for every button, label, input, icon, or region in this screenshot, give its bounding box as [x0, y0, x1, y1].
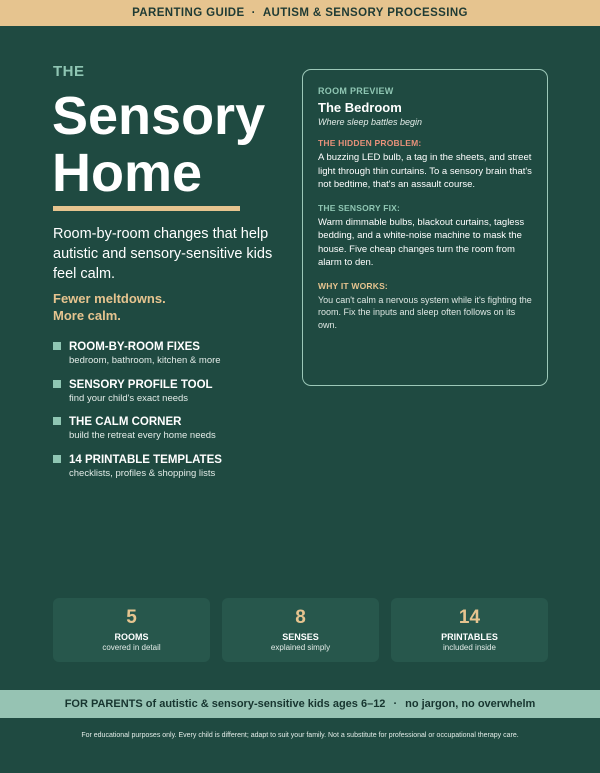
top-banner — [0, 0, 600, 26]
audience-separator: · — [393, 698, 398, 710]
feature-item — [53, 378, 283, 416]
room-preview-card — [302, 69, 548, 386]
feature-description: bedroom, bathroom, kitchen & more — [69, 355, 221, 366]
audience-band — [0, 690, 600, 718]
stat-number: 14 — [458, 607, 481, 628]
cover-subtitle: Room-by-room changes that help autistic and sensory-sensitive kids feel calm. — [53, 226, 273, 282]
stat-number: 5 — [126, 607, 137, 628]
preview-kicker: ROOM PREVIEW — [318, 86, 394, 96]
feature-item — [53, 453, 283, 491]
highlight-line-2: More calm. — [53, 308, 121, 323]
highlight-line-1: Fewer meltdowns. — [53, 291, 166, 306]
stat-label: SENSES — [282, 632, 319, 642]
problem-body: A buzzing LED bulb, a tag in the sheets, and street light through thin curtains. To a sensory brain that's not bedtime, that's an assault course. — [318, 152, 532, 190]
fix-heading: THE SENSORY FIX: — [318, 202, 401, 213]
stat-description: explained simply — [270, 643, 331, 652]
feature-description: build the retreat every home needs — [69, 430, 216, 441]
feature-name: ROOM-BY-ROOM FIXES — [69, 341, 200, 353]
stat-number: 8 — [295, 607, 306, 628]
stat-description: covered in detail — [102, 643, 161, 652]
square-bullet-icon — [53, 455, 61, 463]
feature-item — [53, 340, 283, 378]
problem-heading: THE HIDDEN PROBLEM: — [318, 138, 422, 148]
banner-separator: · — [251, 7, 256, 19]
feature-name: THE CALM CORNER — [69, 416, 182, 428]
banner-topic: AUTISM & SENSORY PROCESSING — [262, 7, 468, 19]
feature-description: checklists, profiles & shopping lists — [69, 467, 216, 479]
cover-title — [52, 88, 265, 202]
audience-extra: no jargon, no overwhelm — [405, 698, 536, 710]
stat-label: ROOMS — [114, 632, 149, 642]
feature-name: SENSORY PROFILE TOOL — [69, 378, 213, 391]
title-line-2: Home — [52, 143, 203, 203]
square-bullet-icon — [53, 342, 61, 350]
feature-item — [53, 415, 283, 453]
stat-label: PRINTABLES — [441, 632, 498, 642]
feature-name: 14 PRINTABLE TEMPLATES — [69, 453, 222, 466]
feature-description: find your child's exact needs — [69, 392, 189, 404]
audience-main: FOR PARENTS of autistic & sensory-sensitive kids ages 6–12 — [64, 698, 386, 710]
stat-printables — [391, 598, 548, 662]
preview-room-title: The Bedroom — [318, 100, 402, 115]
why-heading: WHY IT WORKS: — [318, 280, 388, 291]
disclaimer: For educational purposes only. Every child is different; adapt to suit your family. Not a substitute for professional or occupational therapy care. — [81, 732, 519, 739]
title-eyebrow: THE — [53, 63, 85, 80]
stat-rooms — [53, 598, 210, 662]
stat-senses — [222, 598, 379, 662]
title-underline — [53, 206, 240, 211]
why-body: You can't calm a nervous system while it's fighting the room. Fix the inputs and sleep often follows on its own. — [318, 294, 532, 330]
banner-category: PARENTING GUIDE — [132, 7, 245, 19]
fix-body: Warm dimmable bulbs, blackout curtains, tagless bedding, and a white-noise machine to mask the house. Five cheap changes turn the room from alarm to den. — [318, 216, 525, 268]
title-line-1: Sensory — [52, 86, 266, 146]
cover-highlight — [53, 290, 166, 324]
square-bullet-icon — [53, 380, 61, 388]
square-bullet-icon — [53, 417, 61, 425]
feature-list — [53, 340, 283, 490]
preview-tagline: Where sleep battles begin — [318, 117, 423, 127]
stat-description: included inside — [443, 643, 496, 652]
